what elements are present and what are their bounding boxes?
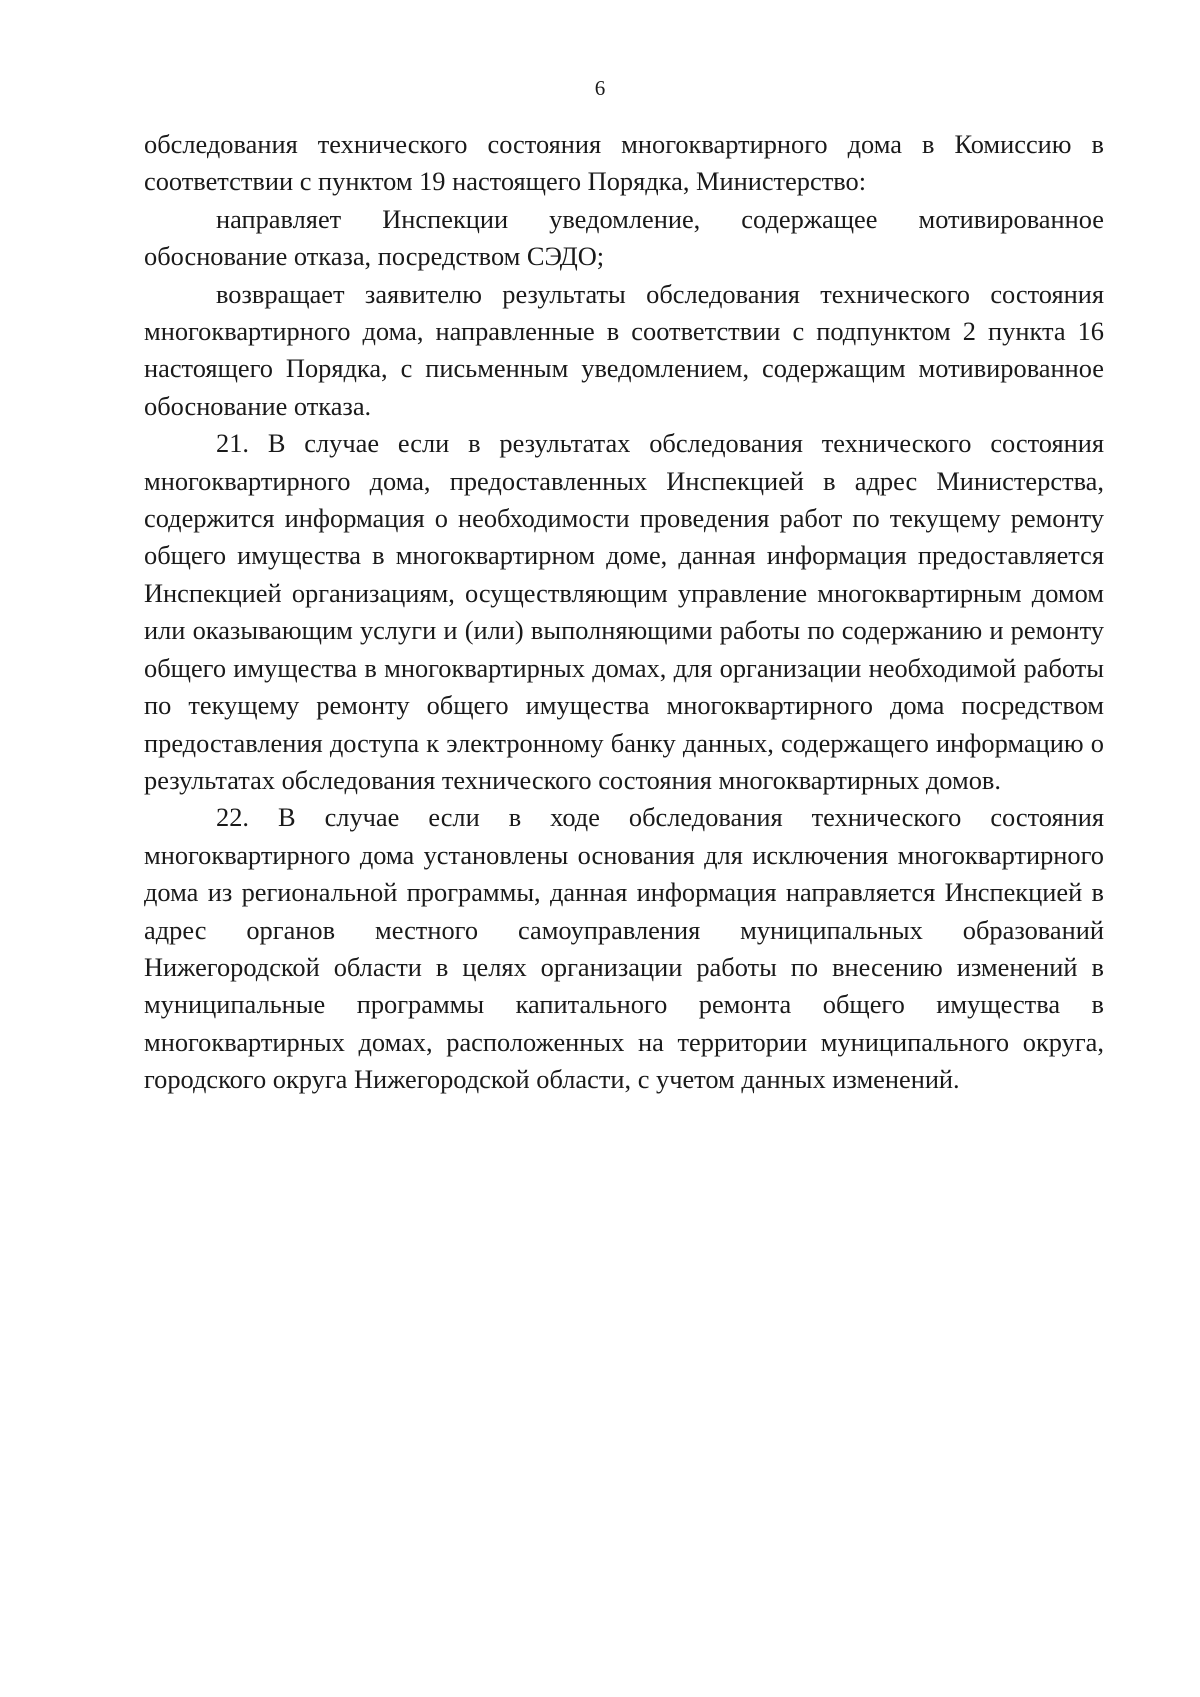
- paragraph-return-results: возвращает заявителю результаты обследования технического состояния многоквартирного дома, направленные в соответствии с подпунктом 2 пункта 16 настоящего Порядка, с письменным уведомлением, содержащим мотивированное обоснование отказа.: [144, 278, 1104, 421]
- paragraph-item-22: 22. В случае если в ходе обследования технического состояния многоквартирного дома установлены основания для исключения многоквартирного дома из региональной программы, данная информация направляется Инспекцией в адрес органов местного самоуправления муниципальных образований Нижегородской области в целях организации работы по внесению изменений в муниципальные программы капитального ремонта общего имущества в многоквартирных домах, расположенных на территории муниципального округа, городского округа Нижегородской области, с учетом данных изменений.: [144, 802, 1104, 1095]
- paragraph-notify-inspection: направляет Инспекции уведомление, содержащее мотивированное обоснование отказа, посредством СЭДО;: [144, 203, 1104, 272]
- document-body: [144, 126, 1104, 1099]
- paragraph-continuation: обследования технического состояния многоквартирного дома в Комиссию в соответствии с пунктом 19 настоящего Порядка, Министерство:: [144, 129, 1104, 197]
- paragraph-item-21: 21. В случае если в результатах обследования технического состояния многоквартирного дома, предоставленных Инспекцией в адрес Министерства, содержится информация о необходимости проведения работ по текущему ремонту общего имущества в многоквартирном доме, данная информация предоставляется Инспекцией организациям, осуществляющим управление многоквартирным домом или оказывающим услуги и (или) выполняющими работы по содержанию и ремонту общего имущества в многоквартирных домах, для организации необходимой работы по текущему ремонту общего имущества многоквартирного дома посредством предоставления доступа к электронному банку данных, содержащего информацию о результатах обследования технического состояния многоквартирных домов.: [144, 428, 1104, 795]
- page-number: 6: [594, 76, 606, 100]
